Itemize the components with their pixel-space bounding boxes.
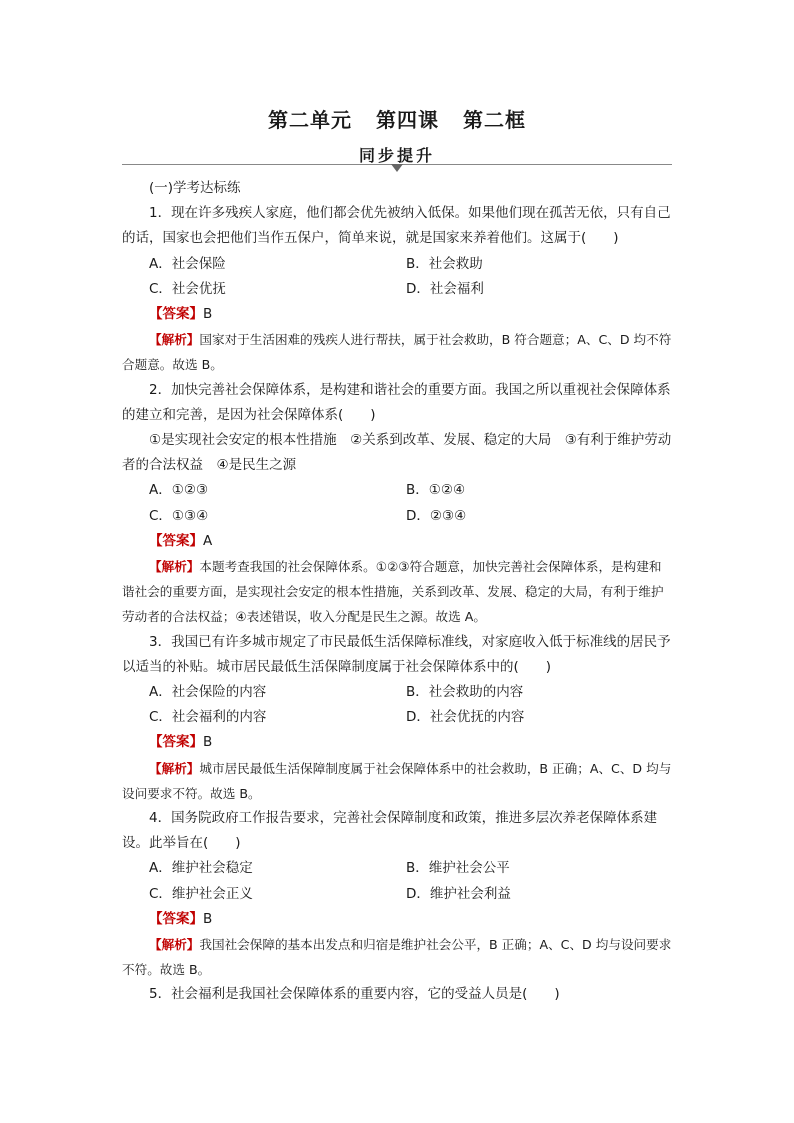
answer-value: A	[203, 532, 213, 549]
answer-tag: 【答案】	[149, 532, 203, 549]
analysis-tag: 【解析】	[149, 936, 200, 952]
analysis-text: 我国社会保障的基本出发点和归宿是维护社会公平，B 正确；A、C、D 均与设问要求不符。故选 B。	[122, 936, 672, 978]
options-row	[122, 504, 674, 529]
question-stem: 2．加快完善社会保障体系，是构建和谐社会的重要方面。我国之所以重视社会保障体系的建立和完善，是因为社会保障体系( )	[122, 381, 671, 423]
options-row	[122, 680, 674, 705]
option-b: B．维护社会公平	[406, 860, 510, 877]
options-row	[122, 882, 674, 907]
option-b: B．①②④	[406, 482, 466, 499]
analysis-paragraph	[122, 554, 674, 630]
title-section: 第二框	[462, 108, 526, 132]
answer-tag: 【答案】	[149, 305, 203, 322]
divider-triangle-icon	[391, 164, 403, 172]
option-a: A．社会保险	[149, 255, 226, 272]
exercise-content	[122, 176, 674, 1008]
options-row	[122, 277, 674, 302]
section-label: (一)学考达标练	[149, 180, 241, 196]
option-c: C．社会优抚	[149, 280, 226, 297]
analysis-paragraph	[122, 756, 674, 806]
question-statements: ①是实现社会安定的根本性措施 ②关系到改革、发展、稳定的大局 ③有利于维护劳动者的合法权益 ④是民生之源	[122, 431, 672, 474]
question-5	[122, 982, 674, 1007]
analysis-tag: 【解析】	[149, 760, 200, 776]
analysis-text: 本题考查我国的社会保障体系。①②③符合题意，加快完善社会保障体系，是构建和谐社会的重要方面，是实现社会安定的根本性措施，关系到改革、发展、稳定的大局，有利于维护劳动者的合法权益；④表述错误，收入分配是民生之源。故选 A。	[122, 558, 664, 625]
title-lesson: 第四课	[376, 108, 439, 132]
answer-line	[122, 302, 674, 327]
option-d: D．维护社会利益	[406, 885, 511, 902]
answer-tag: 【答案】	[149, 910, 203, 927]
question-4	[122, 806, 674, 982]
analysis-paragraph	[122, 327, 674, 377]
option-c: C．维护社会正义	[149, 885, 253, 902]
analysis-tag: 【解析】	[149, 332, 200, 348]
options-row	[122, 478, 674, 503]
page-subtitle: 同步提升	[358, 146, 435, 165]
option-a: A．社会保险的内容	[149, 683, 267, 700]
option-c: C．①③④	[149, 507, 209, 524]
question-3	[122, 630, 674, 806]
question-1	[122, 201, 674, 377]
analysis-paragraph	[122, 932, 674, 982]
option-c: C．社会福利的内容	[149, 709, 267, 726]
option-b: B．社会救助的内容	[406, 683, 524, 700]
option-b: B．社会救助	[406, 255, 483, 272]
title-unit: 第二单元	[268, 108, 353, 132]
option-d: D．社会福利	[406, 280, 484, 297]
option-a: A．①②③	[149, 482, 209, 499]
page-title	[0, 104, 794, 133]
analysis-text: 城市居民最低生活保障制度属于社会保障体系中的社会救助，B 正确；A、C、D 均与设问要求不符。故选 B。	[122, 760, 672, 801]
option-a: A．维护社会稳定	[149, 860, 253, 877]
options-row	[122, 856, 674, 881]
answer-value: B	[203, 734, 213, 751]
question-stem: 4．国务院政府工作报告要求，完善社会保障制度和政策，推进多层次养老保障体系建设。此举旨在( )	[122, 809, 658, 852]
answer-line	[122, 730, 674, 755]
question-2	[122, 378, 674, 630]
options-row	[122, 705, 674, 730]
analysis-text: 国家对于生活困难的残疾人进行帮扶，属于社会救助，B 符合题意；A、C、D 均不符合题意。故选 B。	[122, 332, 672, 373]
answer-value: B	[203, 910, 213, 927]
options-row	[122, 252, 674, 277]
analysis-tag: 【解析】	[149, 558, 200, 574]
option-d: D．②③④	[406, 507, 467, 524]
answer-tag: 【答案】	[149, 734, 203, 751]
answer-line	[122, 907, 674, 932]
option-d: D．社会优抚的内容	[406, 709, 525, 726]
answer-value: B	[203, 305, 213, 322]
question-stem: 5．社会福利是我国社会保障体系的重要内容，它的受益人员是( )	[149, 986, 560, 1003]
question-stem: 1．现在许多残疾人家庭，他们都会优先被纳入低保。如果他们现在孤苦无依，只有自己的话，国家也会把他们当作五保户，简单来说，就是国家来养着他们。这属于( )	[122, 205, 671, 247]
question-stem: 3．我国已有许多城市规定了市民最低生活保障标准线，对家庭收入低于标准线的居民予以适当的补贴。城市居民最低生活保障制度属于社会保障体系中的( )	[122, 633, 671, 675]
answer-line	[122, 529, 674, 554]
